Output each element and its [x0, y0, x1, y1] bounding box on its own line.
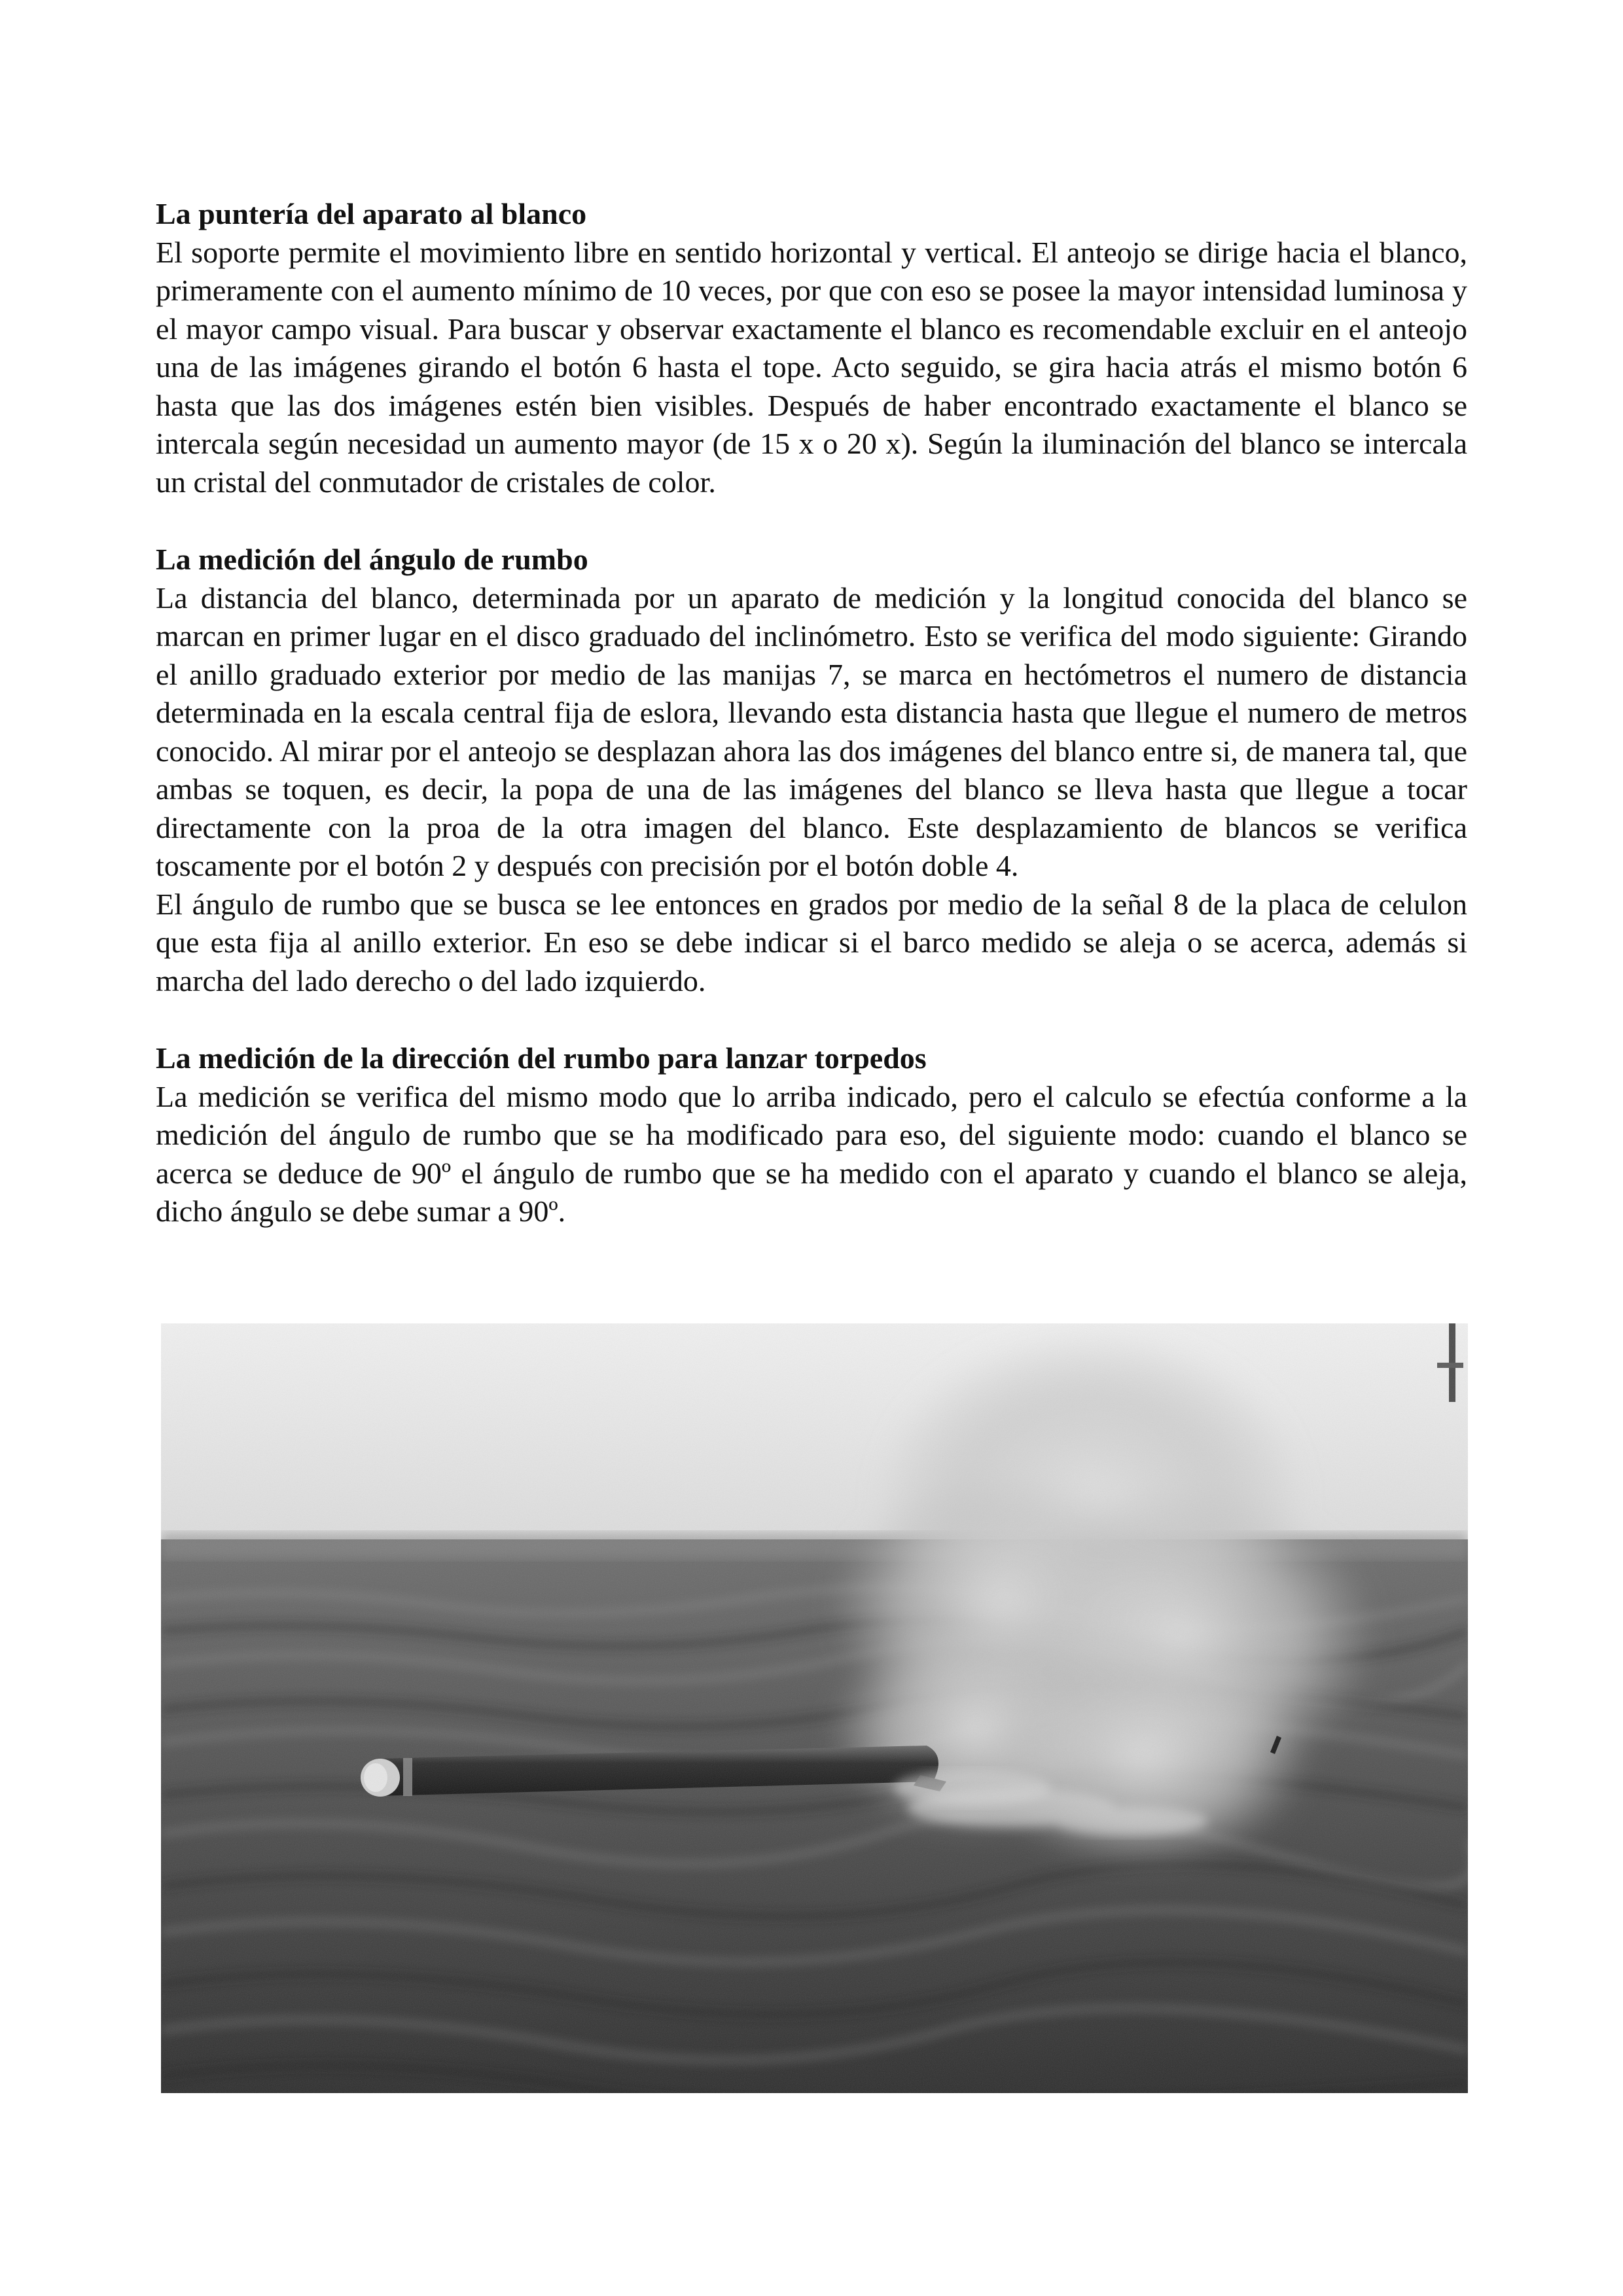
torpedo-photo	[161, 1323, 1468, 2093]
section-torpedo-course	[156, 1039, 1467, 1231]
section-heading: La puntería del aparato al blanco	[156, 197, 587, 230]
paragraph: La distancia del blanco, determinada por un aparato de medición y la longitud conocida del blanco se marcan en primer lugar en el disco graduado del inclinómetro. Esto se verifica del modo siguiente: Girando el anillo graduado exterior por medio de las manijas 7, se marca en hectómetros el numero de distancia determinada en la escala central fija de eslora, llevando esta distancia hasta que llegue el numero de metros conocido. Al mirar por el anteojo se desplazan ahora las dos imágenes del blanco entre si, de manera tal, que ambas se toquen, es decir, la popa de una de las imágenes del blanco se lleva hasta que llegue a tocar directamente con la proa de la otra imagen del blanco. Este desplazamiento de blancos se verifica toscamente por el botón 2 y después con precisión por el botón doble 4.	[156, 581, 1467, 882]
section-aiming	[156, 195, 1467, 501]
section-heading: La medición del ángulo de rumbo	[156, 543, 588, 576]
paragraph: La medición se verifica del mismo modo que lo arriba indicado, pero el calculo se efectúa conforme a la medición del ángulo de rumbo que se ha modificado para eso, del siguiente modo: cuando el blanco se acerca se deduce de 90º el ángulo de rumbo que se ha medido con el aparato y cuando el blanco se aleja, dicho ángulo se debe sumar a 90º.	[156, 1079, 1467, 1228]
paragraph: El ángulo de rumbo que se busca se lee entonces en grados por medio de la señal 8 de la placa de celulon que esta fija al anillo exterior. En eso se debe indicar si el barco medido se aleja o se acerca, además si marcha del lado derecho o del lado izquierdo.	[156, 887, 1467, 997]
section-heading-angle	[156, 541, 1467, 1000]
section-heading: La medición de la dirección del rumbo para lanzar torpedos	[156, 1041, 927, 1075]
paragraph: El soporte permite el movimiento libre en sentido horizontal y vertical. El anteojo se dirige hacia el blanco, primeramente con el aumento mínimo de 10 veces, por que con eso se posee la mayor intensidad luminosa y el mayor campo visual. Para buscar y observar exactamente el blanco es recomendable excluir en el anteojo una de las imágenes girando el botón 6 hasta el tope. Acto seguido, se gira hacia atrás el mismo botón 6 hasta que las dos imágenes estén bien visibles. Después de haber encontrado exactamente el blanco se intercala según necesidad un aumento mayor (de 15 x o 20 x). Según la iluminación del blanco se intercala un cristal del conmutador de cristales de color.	[156, 235, 1467, 499]
document-body	[156, 195, 1467, 1231]
